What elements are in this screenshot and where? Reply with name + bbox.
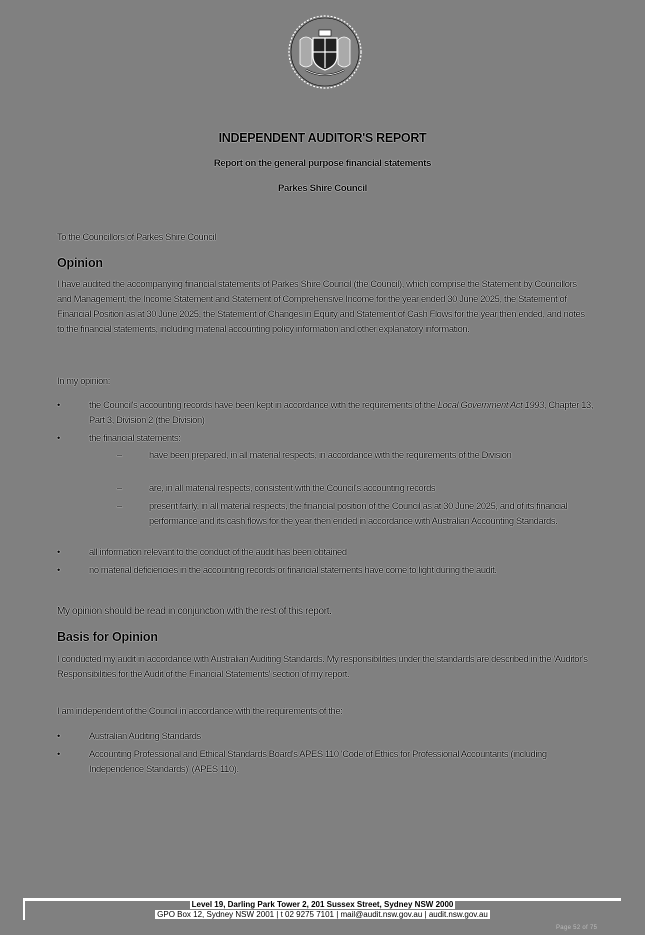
opinion-heading: Opinion (57, 256, 103, 270)
opinion-intro: In my opinion: (57, 376, 110, 386)
bullet-icon: • (57, 433, 60, 443)
sub-bullet-text: are, in all material respects, consistent with the Council's accounting records (149, 483, 436, 493)
bullet-text-part: the Council's accounting records have been kept in accordance with the requirements of the (89, 400, 438, 410)
bullet-text: Australian Auditing Standards (89, 731, 201, 741)
basis-paragraph-2: I am independent of the Council in accordance with the requirements of the: (57, 706, 343, 716)
footer-address-line-2 (0, 910, 645, 919)
bullet-icon: • (57, 749, 60, 759)
bullet-icon: • (57, 731, 60, 741)
bullet-icon: • (57, 400, 60, 410)
street-address: Level 19, Darling Park Tower 2, 201 Sussex Street, Sydney NSW 2000 (191, 900, 454, 909)
crest-icon (286, 8, 364, 96)
bullet-text: Accounting Professional and Ethical Standards Board's APES 110 'Code of Ethics for Professional Accountants (including Independence Standards)' (APES 110). (89, 749, 547, 774)
postal-contact: GPO Box 12, Sydney NSW 2001 | t 02 9275 7101 | mail@audit.nsw.gov.au | audit.nsw.gov.au (157, 910, 488, 919)
sub-bullet-text: present fairly, in all material respects, the financial position of the Council as at 30 June 2025, and of its financial performance and its cash flows for the year then ended in accordance with Australian Accounting Standards. (149, 501, 568, 526)
bullet-text: the financial statements: (89, 433, 181, 443)
act-name: Local Government Act 1993 (437, 400, 544, 410)
footer-address-line-1 (0, 900, 645, 909)
opinion-closing: My opinion should be read in conjunction with the rest of this report. (57, 606, 332, 617)
bullet-text: all information relevant to the conduct of the audit has been obtained (89, 547, 347, 557)
report-title: INDEPENDENT AUDITOR'S REPORT (218, 131, 427, 145)
bullet-icon: • (57, 547, 60, 557)
sub-bullet-text: have been prepared, in all material respects, in accordance with the requirements of the Division (149, 450, 512, 460)
bullet-text: no material deficiencies in the accounting records or financial statements have come to light during the audit. (89, 565, 497, 575)
bullet-text-part: , Chapter 13, Part 3, Division 2 (the Division) (89, 400, 594, 425)
dash-icon: – (117, 450, 122, 460)
bullet-text (89, 398, 594, 428)
addressee: To the Councillors of Parkes Shire Council (57, 232, 216, 242)
basis-heading: Basis for Opinion (57, 630, 158, 644)
dash-icon: – (117, 501, 122, 511)
page-reference: Page 52 of 75 (556, 925, 598, 931)
report-subtitle: Report on the general purpose financial statements (213, 158, 432, 169)
basis-paragraph-1: I conducted my audit in accordance with Australian Auditing Standards. My responsibilities under the standards are described in the 'Auditor's Responsibilities for the Audit of the Financial Statements' section of my report. (57, 654, 588, 679)
opinion-paragraph: I have audited the accompanying financial statements of Parkes Shire Council (the Council), which comprise the Statement by Councillors and Management, the Income Statement and Statement of Comprehensive Income for the year ended 30 June 2025, the Statement of Financial Position as at 30 June 2025, the Statement of Changes in Equity and Statement of Cash Flows for the year then ended, and notes to the financial statements, including material accounting policy information and other explanatory information. (57, 279, 585, 334)
dash-icon: – (117, 483, 122, 493)
entity-name: Parkes Shire Council (277, 183, 368, 194)
bullet-icon: • (57, 565, 60, 575)
